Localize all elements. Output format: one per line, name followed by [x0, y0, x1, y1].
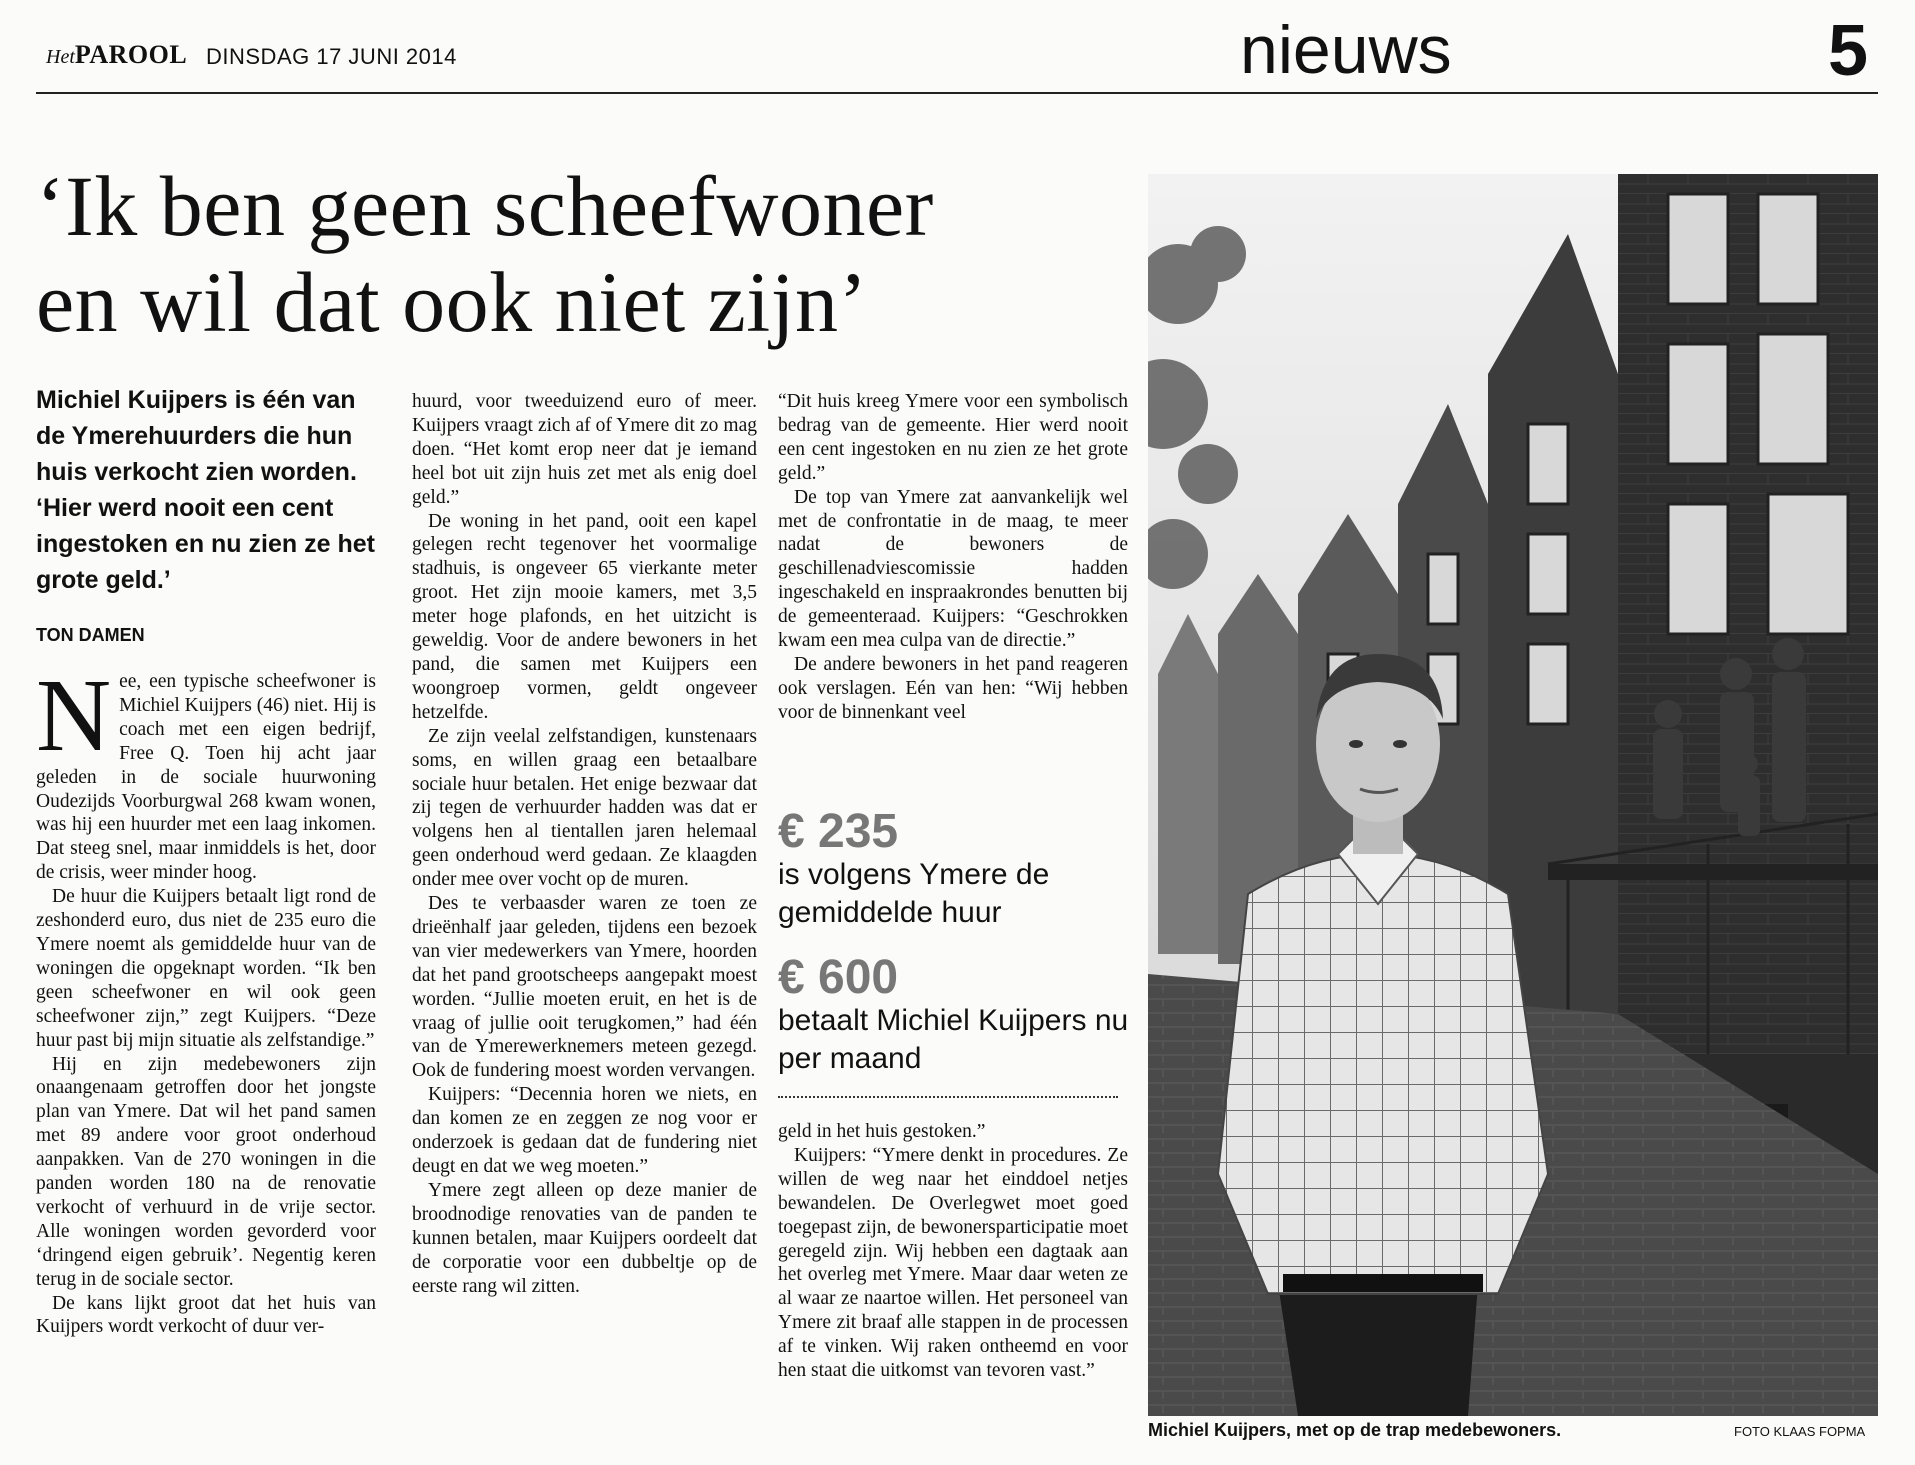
intro-lead: Michiel Kuijpers is één van de Ymerehuurders die hun huis verkocht zien worden. ‘Hier werd nooit een cent ingestoken en nu zien ze het grote geld.’: [36, 386, 375, 594]
dotted-divider: [778, 1096, 1118, 1098]
paragraph: “Dit huis kreeg Ymere voor een symbolisch bedrag van de gemeente. Hier werd nooit een cent ingestoken en nu zien ze het grote geld.”: [778, 391, 1128, 484]
logo-parool: PAROOL: [74, 40, 188, 69]
paragraph: huurd, voor tweeduizend euro of meer. Kuijpers vraagt zich af of Ymere dit zo mag doen. “Het komt erop neer dat je iemand heel bot uit zijn huis zet met als enig doel geld.”: [412, 391, 757, 508]
paragraph: Ze zijn veelal zelfstandigen, kunstenaars soms, en willen graag een betaalbare sociale huur betalen. Het enige bezwaar dat zij tegen de verhuurder hadden was dat er volgens hen al tientallen jaren helemaal geen onderhoud werd gedaan. Ze klaagden onder mee over vocht op de muren.: [412, 725, 757, 891]
newspaper-logo: [46, 40, 187, 70]
paragraph: Ymere zegt alleen op deze manier de broodnodige renovaties van de panden te kunnen betalen, maar Kuijpers oordeelt dat de corporatie voor een dubbeltje op de eerste rang wil zitten.: [412, 1179, 757, 1297]
paragraph: Kuijpers: “Ymere denkt in procedures. Ze willen de weg naar het einddoel netjes bewandelen. De Overlegwet moet goed toegepast zijn, de bewonersparticipatie moet geregeld zijn. Wij hebben een dagtaak aan het overleg met Ymere. Maar daar weten ze al waar ze naartoe willen. Het personeel van Ymere zit braaf alle stappen in de processen af te vinken. Wij raken ontheemd en voor hen staat die uitkomst van tevoren vast.”: [778, 1144, 1128, 1382]
page-number: 5: [1828, 11, 1869, 91]
article-photo: [1148, 174, 1878, 1416]
paragraph: geld in het huis gestoken.”: [778, 1121, 986, 1142]
fact-rent-ymere-text: is volgens Ymere de gemiddelde huur: [778, 858, 1050, 929]
byline: TON DAMEN: [36, 625, 145, 645]
article-column-3-continued: [778, 1120, 1128, 1383]
logo-het: Het: [46, 46, 75, 68]
headline-line-2: en wil dat ook niet zijn’: [36, 254, 868, 350]
paragraph: [36, 658, 376, 885]
photo-credit: FOTO KLAAS FOPMA: [1734, 1424, 1866, 1439]
fact-rent-kuijpers-text: betaalt Michiel Kuijpers nu per maand: [778, 1004, 1129, 1075]
photo-caption: Michiel Kuijpers, met op de trap medebewoners.: [1148, 1420, 1562, 1440]
header-rule: [36, 92, 1878, 94]
article-column-2: [412, 390, 757, 1298]
paragraph: De kans lijkt groot dat het huis van Kuijpers wordt verkocht of duur ver-: [36, 1292, 376, 1338]
fact-rent-ymere-amount: € 235: [778, 805, 899, 858]
article-column-1: [36, 658, 376, 1339]
paragraph: De woning in het pand, ooit een kapel gelegen recht tegenover het voormalige stadhuis, is ongeveer 65 vierkante meter groot. Het zijn mooie kamers, met 3,5 meter hoge plafonds, en het uitzicht is geweldig. Voor de andere bewoners in het pand, die samen met Kuijpers een woongroep vormen, geldt ongeveer hetzelfde.: [412, 510, 757, 723]
fact-rent-kuijpers-amount: € 600: [778, 951, 899, 1004]
paragraph: De andere bewoners in het pand reageren ook verslagen. Eén van hen: “Wij hebben voor de binnenkant veel: [778, 653, 1128, 723]
paragraph: Kuijpers: “Decennia horen we niets, en dan komen ze en zeggen ze nog voor er onderzoek is gedaan dat de fundering niet deugt en dat we weg moeten.”: [412, 1084, 757, 1177]
headline: [36, 158, 1136, 350]
paragraph: Des te verbaasder waren ze toen ze drieënhalf jaar geleden, tijdens een bezoek van vier medewerkers van Ymere, hoorden dat het pand grootscheeps aangepakt moest worden. “Jullie moeten eruit, en het is de vraag of jullie ooit terugkomen,” had één van de Ymerewerknemers meteen gezegd. Ook de fundering moest worden vervangen.: [412, 893, 757, 1082]
photo-illustration: [1148, 174, 1878, 1416]
paragraph: Hij en zijn medebewoners zijn onaangenaam getroffen door het jongste plan van Ymere. Dat wil het pand samen met 89 andere voor groot onderhoud aanpakken. Van de 270 woningen in die panden worden 180 na de renovatie verkocht of verhuurd in de vrije sector. Alle woningen worden gevorderd voor ‘dringend eigen gebruik’. Negentig keren terug in de sociale sector.: [36, 1053, 376, 1290]
headline-line-1: ‘Ik ben geen scheefwoner: [36, 158, 934, 254]
section-title: nieuws: [1240, 12, 1452, 88]
issue-date: DINSDAG 17 JUNI 2014: [206, 44, 457, 69]
article-column-3: [778, 390, 1128, 725]
paragraph: De top van Ymere zat aanvankelijk wel met de confrontatie in de maag, te meer nadat de bewoners de geschillenadviescomissie hadden ingeschakeld en inspraakrondes benutten bij de gemeenteraad. Kuijpers: “Geschrokken kwam een mea culpa van de directie.”: [778, 486, 1128, 652]
paragraph: De huur die Kuijpers betaalt ligt rond de zeshonderd euro, dus niet de 235 euro die Ymere noemt als gemiddelde huur van de woningen die opgeknapt worden. “Ik ben geen scheefwoner en wil ook geen scheefwoner zijn,” zegt Kuijpers. “Deze huur past bij mijn situatie als zelfstandige.”: [36, 886, 376, 1051]
drop-cap: N: [36, 658, 112, 773]
paragraph-text: ee, een typische scheefwoner is Michiel Kuijpers (46) niet. Hij is coach met een eigen bedrijf, Free Q. Toen hij acht jaar geleden in de sociale huurwoning Oudezijds Voorburgwal 268 kwam wonen, was hij een huurder met een laag inkomen. Dat steeg snel, maar inmiddels is het, door de crisis, weer minder hoog.: [36, 671, 376, 884]
